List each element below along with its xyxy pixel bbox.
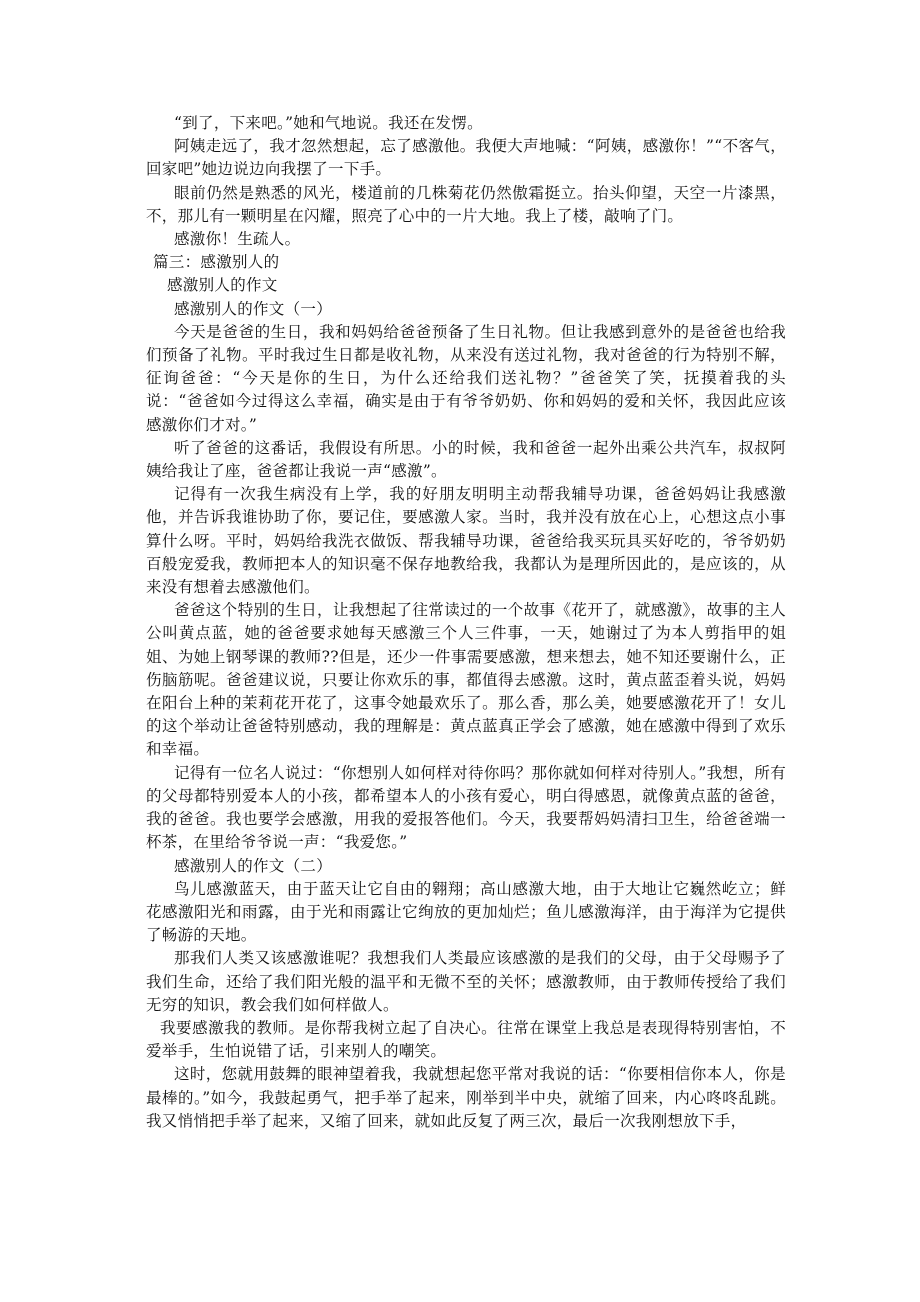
paragraph: “到了，下来吧。”她和气地说。我还在发愣。 [174,114,483,132]
article-subtitle: 感激别人的作文（一） [174,299,333,318]
paragraph: 爸爸这个特别的生日，让我想起了往常读过的一个故事《花开了，就感激》，故事的主人公叫黄点蓝，她的爸爸要求她每天感激三个人三件事，一天，她谢过了为本人剪指甲的姐姐、为她上钢琴课的教师??但是，还少一件事需要感激，想来想去，她不知还要谢什么，正伤脑筋呢。爸爸建议说，只要让你欢乐的事，都值得去感激。这时，黄点蓝歪着头说，妈妈在阳台上种的茉莉花开花了，这事令她最欢乐了。那么香，那么美，她要感激花开了！女儿的这个举动让爸爸特别感动，我的理解是：黄点蓝真正学会了感激，她在感激中得到了欢乐和幸福。 [146,601,786,759]
section-heading: 篇三：感激别人的 [153,253,280,272]
paragraph: 听了爸爸的这番话，我假设有所思。小的时候，我和爸爸一起外出乘公共汽车，叔叔阿姨给我让了座，爸爸都让我说一声“感激”。 [146,438,786,481]
paragraph: 这时，您就用鼓舞的眼神望着我，我就想起您平常对我说的话：“你要相信你本人，你是最棒的。”如今，我鼓起勇气，把手举了起来，刚举到半中央，就缩了回来，内心咚咚乱跳。我又悄悄把手举了起来，又缩了回来，就如此反复了两三次，最后一次我刚想放下手， [146,1065,786,1130]
paragraph: 今天是爸爸的生日，我和妈妈给爸爸预备了生日礼物。但让我感到意外的是爸爸也给我们预备了礼物。平时我过生日都是收礼物，从来没有送过礼物，我对爸爸的行为特别不解，征询爸爸：“今天是你的生日，为什么还给我们送礼物？”爸爸笑了笑，抚摸着我的头说：“爸爸如今过得这么幸福，确实是由于有爷爷奶奶、你和妈妈的爱和关怀，我因此应该感激你们才对。” [146,322,786,434]
paragraph: 记得有一次我生病没有上学，我的好朋友明明主动帮我辅导功课，爸爸妈妈让我感激他，并告诉我谁协助了你，要记住，要感激人家。当时，我并没有放在心上，心想这点小事算什么呀。平时，妈妈给我洗衣做饭、帮我辅导功课，爸爸给我买玩具买好吃的，爷爷奶奶百般宠爱我，教师把本人的知识毫不保存地教给我，我都认为是理所因此的，是应该的，从来没有想着去感激他们。 [146,485,786,597]
paragraph: 记得有一位名人说过：“你想别人如何样对待你吗？那你就如何样对待别人。”我想，所有的父母都特别爱本人的小孩，都希望本人的小孩有爱心，明白得感恩，就像黄点蓝的爸爸，我的爸爸。我也要学会感激，用我的爱报答他们。今天，我要帮妈妈清扫卫生，给爸爸端一杯茶，在里给爷爷说一声：“我爱您。” [146,763,786,852]
paragraph: 感激你！生疏人。 [174,230,301,249]
paragraph: 鸟儿感激蓝天，由于蓝天让它自由的翱翔；高山感激大地，由于大地让它巍然屹立；鲜花感激阳光和雨露，由于光和雨露让它绚放的更加灿烂；鱼儿感激海洋，由于海洋为它提供了畅游的天地。 [146,879,786,945]
paragraph: 阿姨走远了，我才忽然想起，忘了感激他。我便大声地喊：“阿姨，感激你！”“不客气，回家吧”她边说边向我摆了一下手。 [146,137,786,179]
document-body [146,112,786,1133]
paragraph: 我要感激我的教师。是你帮我树立起了自决心。往常在课堂上我总是表现得特别害怕，不爱举手，生怕说错了话，引来别人的嘲笑。 [146,1018,786,1061]
paragraph: 那我们人类又该感激谁呢？我想我们人类最应该感激的是我们的父母，由于父母赐予了我们生命，还给了我们阳光般的温平和无微不至的关怀；感激教师，由于教师传授给了我们无穷的知识，教会我们如何样做人。 [146,949,786,1014]
paragraph: 眼前仍然是熟悉的风光，楼道前的几株菊花仍然傲霜挺立。抬头仰望，天空一片漆黑，不，那儿有一颗明星在闪耀，照亮了心中的一片大地。我上了楼，敲响了门。 [146,183,786,225]
article-subtitle: 感激别人的作文（二） [174,856,333,875]
article-title: 感激别人的作文 [167,276,278,295]
